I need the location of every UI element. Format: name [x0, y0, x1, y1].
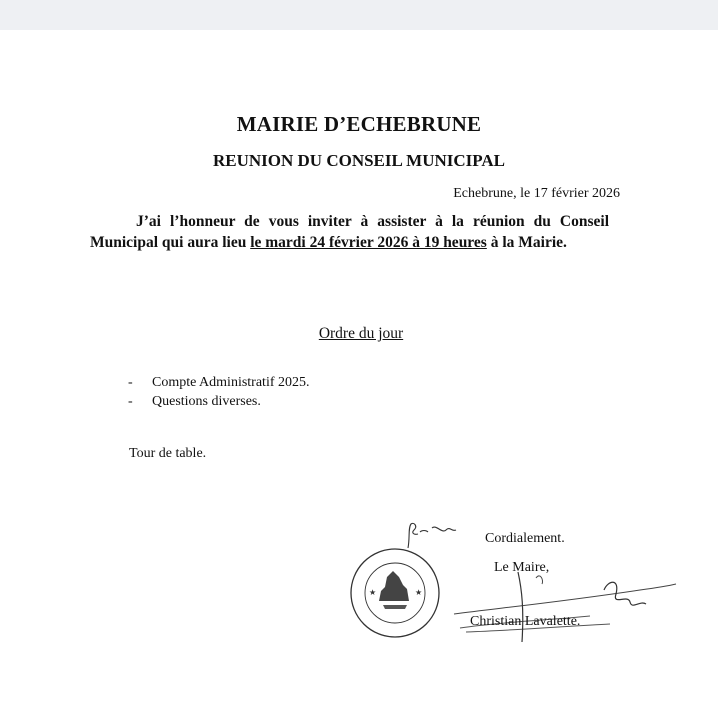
svg-text:★: ★	[369, 588, 377, 597]
signatory-name: Christian Lavalette.	[470, 614, 581, 629]
agenda-item	[128, 373, 310, 392]
meeting-date: le mardi 24 février 2026 à 19 heures	[250, 234, 487, 251]
invitation-line-1: J’ai l’honneur de vous inviter à assister à la réunion du Conseil	[136, 213, 609, 230]
agenda-title: Ordre du jour	[318, 325, 404, 342]
invitation-suffix: à la Mairie.	[486, 234, 567, 251]
agenda-item	[128, 392, 310, 411]
agenda-item-text: Questions diverses.	[152, 394, 261, 409]
invitation-prefix: Municipal qui aura lieu	[90, 234, 251, 251]
invitation-line-2	[90, 232, 609, 253]
agenda-list	[128, 373, 310, 411]
mairie-stamp	[349, 547, 441, 639]
mayor-signature	[440, 550, 680, 670]
document-title: MAIRIE D’ECHEBRUNE	[236, 112, 482, 136]
dash-bullet: -	[128, 375, 133, 390]
top-bar	[0, 0, 718, 30]
document-page	[0, 30, 718, 706]
document-subtitle: REUNION DU CONSEIL MUNICIPAL	[212, 151, 506, 170]
agenda-item-text: Compte Administratif 2025.	[152, 375, 310, 390]
dash-bullet: -	[128, 394, 133, 409]
date-line: Echebrune, le 17 février 2026	[453, 186, 620, 201]
signatory-role: Le Maire,	[494, 560, 550, 575]
invitation-paragraph	[90, 211, 609, 253]
svg-text:★: ★	[415, 588, 423, 597]
tour-de-table: Tour de table.	[129, 446, 207, 461]
closing-text: Cordialement.	[485, 531, 565, 546]
